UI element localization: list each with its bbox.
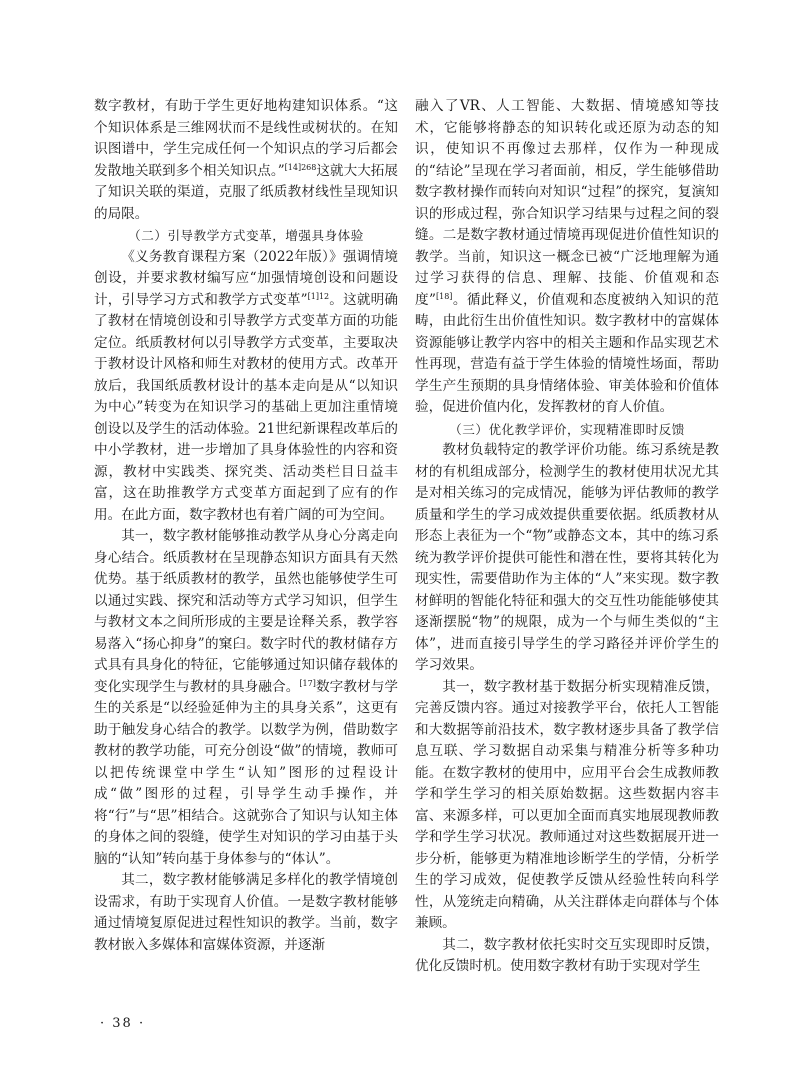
- body-paragraph: 融入了VR、人工智能、大数据、情境感知等技术，它能够将静态的知识转化或还原为动态的知识，使知识不再像过去那样，仅作为一种现成的“结论”呈现在学习者面前，相反，学生能够借助数字教材操作而转向对知识“过程”的探究，复演知识的形成过程，弥合知识学习结果与过程之间的裂缝。二是数字教材通过情境再现促进价值性知识的教学。当前，知识这一概念已被“广泛地理解为通过学习获得的信息、理解、技能、价值观和态度”[18]。循此释义，价值观和态度被纳入知识的范畴，由此衍生出价值性知识。数字教材中的富媒体资源能够让教学内容中的相关主题和作品实现艺术性再现，营造有益于学生体验的情境性场面，帮助学生产生预期的具身情绪体验、审美体验和价值体验，促进价值内化，发挥教材的育人价值。: [415, 98, 719, 415]
- body-paragraph: 其二，数字教材依托实时交互实现即时反馈，优化反馈时机。使用数字教材有助于实现对学生: [415, 936, 719, 974]
- body-paragraph: 其一，数字教材基于数据分析实现精准反馈，完善反馈内容。通过对接教学平台，依托人工智能和大数据等前沿技术，数字教材逐步具备了教学信息互联、学习数据自动采集与精准分析等多种功能。在数字教材的使用中，应用平台会生成教师教学和学生学习的相关原始数据。这些数据内容丰富、来源多样，可以更加全面而真实地展现教师教学和学生学习状况。教师通过对这些数据展开进一步分析，能够更为精准地诊断学生的学情，分析学生的学习成效，促使教学反馈从经验性转向科学性，从笼统走向精确，从关注群体走向群体与个体兼顾。: [415, 678, 719, 931]
- citation-ref: [18]: [435, 291, 453, 301]
- citation-ref: [1]12: [307, 291, 330, 301]
- citation-ref: [14]268: [284, 162, 317, 172]
- section-heading: （二）引导教学方式变革，增强具身体验: [128, 228, 364, 243]
- body-paragraph: 《义务教育课程方案（2022年版）》强调情境创设，并要求教材编写应“加强情境创设和问题设计，引导学习方式和教学方式变革”$^{[1]12}$。这就明确了教材在情境创设和引导教学方式变革方面的功能定位。纸质教材何以引导教学方式变革，主要取决于教材设计风格和师生对教材的使用方式。改革开放后，我国纸质教材设计的基本走向是从“以知识为中心”转变为在知识学习的基础上更加注重情境创设以及学生的活动体验。21世纪新课程改革后的中小学教材，进一步增加了具身体验性的内容和资源，教材中实践类、探究类、活动类栏目日益丰富，这在助推教学方式变革方面起到了应有的作用。在此方面，数字教材也有着广阔的可为空间。: [94, 248, 399, 523]
- left-column: [94, 96, 398, 956]
- page-number: · 38 ·: [100, 1016, 146, 1031]
- section-heading: （三）优化教学评价，实现精准即时反馈: [449, 421, 685, 437]
- citation-ref: [17]: [299, 678, 316, 688]
- right-column: [415, 96, 719, 978]
- body-paragraph: 数字教材，有助于学生更好地构建知识体系。“这个知识体系是三维网状而不是线性或树状的。在知识图谱中，学生完成任何一个知识点的学习后都会发散地关联到多个相关知识点。”$^{[14]268}$这就大大拓展了知识关联的渠道，克服了纸质教材线性呈现知识的局限。: [94, 98, 399, 222]
- body-paragraph: 其二，数字教材能够满足多样化的教学情境创设需求，有助于实现育人价值。一是数字教材能够通过情境复原促进过程性知识的教学。当前，数字教材嵌入多媒体和富媒体资源，并逐渐: [94, 872, 398, 953]
- body-paragraph: 教材负载特定的教学评价功能。练习系统是教材的有机组成部分，检测学生的教材使用状况尤其是对相关练习的完成情况，能够为评估教师的教学质量和学生的学习成效提供重要依据。纸质教材从形态上表征为一个“物”或静态文本，其中的练习系统为教学评价提供可能性和潜在性，要将其转化为现实性，需要借助作为主体的“人”来实现。数字教材鲜明的智能化特征和强大的交互性功能能够使其逐渐摆脱“物”的规限，成为一个与师生类似的“主体”，进而直接引导学生的学习路径并评价学生的学习效果。: [415, 442, 719, 673]
- body-paragraph: 其一，数字教材能够推动教学从身心分离走向身心结合。纸质教材在呈现静态知识方面具有天然优势。基于纸质教材的教学，虽然也能够使学生可以通过实践、探究和活动等方式学习知识，但学生与教材文本之间所形成的主要是诠释关系，教学容易落入“扬心抑身”的窠臼。数字时代的教材储存方式具有具身化的特征，它能够通过知识储存载体的变化实现学生与教材的具身融合。[17]数字教材与学生的关系是“以经验延伸为主的具身关系”，这更有助于触发身心结合的教学。以数学为例，借助数字教材的教学功能，可充分创设“做”的情境，教师可以把传统课堂中学生“认知”图形的过程设计成“做”图形的过程，引导学生动手操作，并将“行”与“思”相结合。这就弥合了知识与认知主体的身体之间的裂缝，使学生对知识的学习由基于头脑的“认知”转向基于身体参与的“体认”。: [94, 528, 399, 867]
